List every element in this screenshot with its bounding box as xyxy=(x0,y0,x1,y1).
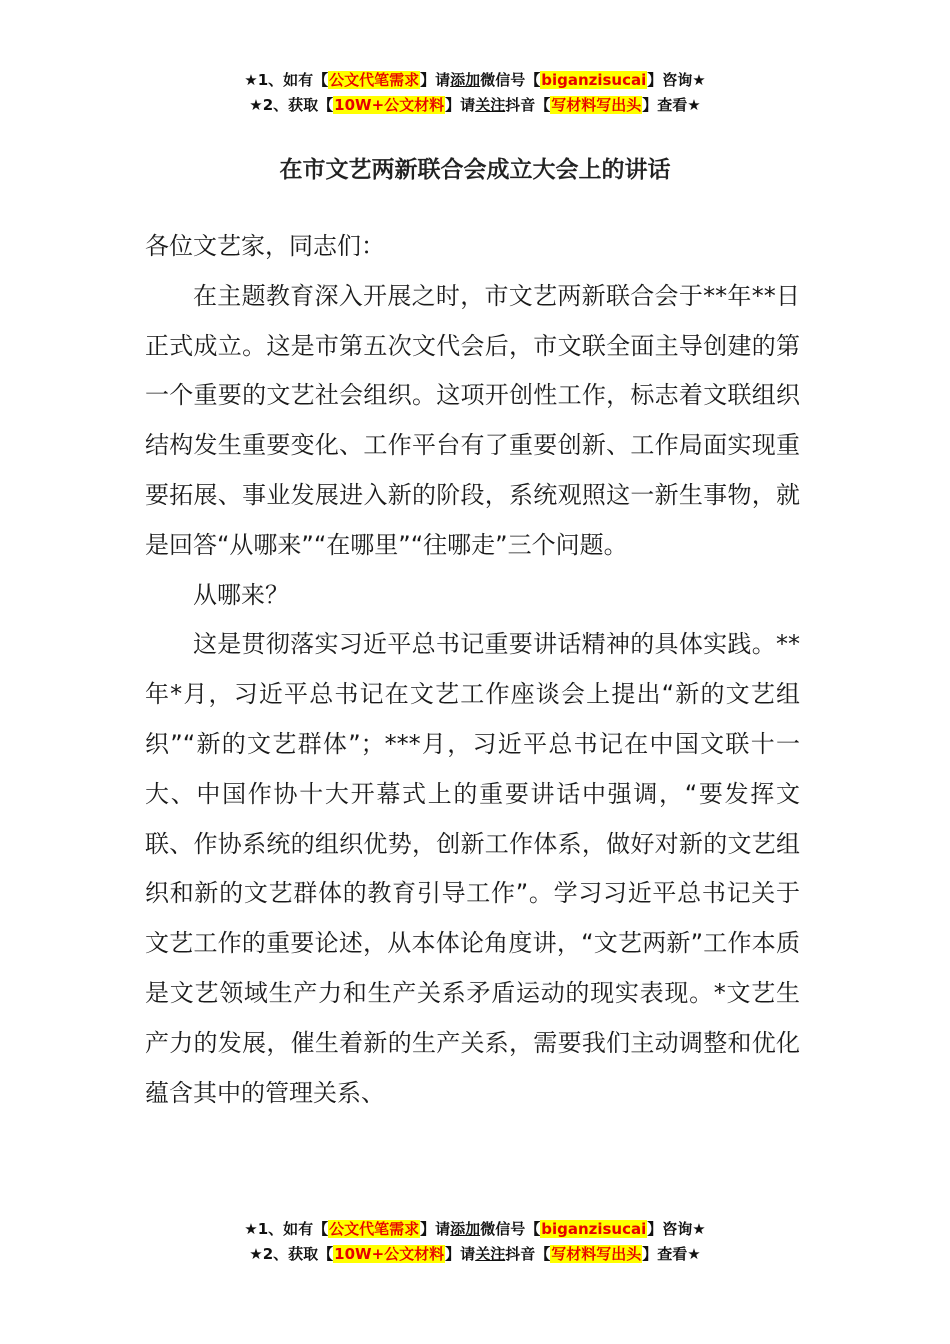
highlight-service: 公文代笔需求 xyxy=(329,1220,420,1238)
banner-text: 】咨询 xyxy=(647,71,693,89)
banner-line-1 xyxy=(0,68,950,93)
document-body xyxy=(145,222,800,1118)
salutation: 各位文艺家，同志们： xyxy=(145,232,385,260)
highlight-douyin-account: 写材料写出头 xyxy=(551,1245,642,1263)
banner-text: 】咨询 xyxy=(647,1220,693,1238)
banner-text: 】查看 xyxy=(642,96,688,114)
star-icon: ★ xyxy=(249,96,263,114)
highlight-wechat-id: biganzisucai xyxy=(541,1220,647,1238)
section-heading: 从哪来？ xyxy=(193,580,289,609)
banner-text: 】请 xyxy=(420,1220,451,1238)
star-icon: ★ xyxy=(244,71,258,89)
highlight-service: 公文代笔需求 xyxy=(329,71,420,89)
highlight-wechat-id: biganzisucai xyxy=(541,71,647,89)
highlight-materials: 10W+公文材料 xyxy=(334,1245,445,1263)
banner-text: 】请 xyxy=(420,71,451,89)
banner-text: 2、获取【 xyxy=(262,96,334,114)
star-icon: ★ xyxy=(692,1220,706,1238)
highlight-douyin-account: 写材料写出头 xyxy=(551,96,642,114)
banner-line-1 xyxy=(0,1217,950,1242)
star-icon: ★ xyxy=(687,1245,701,1263)
banner-text: 1、如有【 xyxy=(257,1220,329,1238)
banner-text: 】请 xyxy=(445,96,476,114)
banner-text: 抖音【 xyxy=(505,1245,551,1263)
banner-text: 抖音【 xyxy=(505,96,551,114)
underlined-text: 添加 xyxy=(450,1220,481,1238)
underlined-text: 添加 xyxy=(450,71,481,89)
document-title: 在市文艺两新联合会成立大会上的讲话 xyxy=(279,157,671,183)
banner-line-2 xyxy=(0,93,950,118)
underlined-text: 关注 xyxy=(475,1245,506,1263)
footer-banner xyxy=(0,1217,950,1267)
star-icon: ★ xyxy=(244,1220,258,1238)
highlight-materials: 10W+公文材料 xyxy=(334,96,445,114)
banner-text: 】查看 xyxy=(642,1245,688,1263)
underlined-text: 关注 xyxy=(475,96,506,114)
banner-text: 微信号【 xyxy=(480,71,541,89)
banner-line-2 xyxy=(0,1242,950,1267)
paragraph-1: 在主题教育深入开展之时，市文艺两新联合会于**年**日正式成立。这是市第五次文代会后，市文联全面主导创建的第一个重要的文艺社会组织。这项开创性工作，标志着文联组织结构发生重要变化、工作平台有了重要创新、工作局面实现重要拓展、事业发展进入新的阶段，系统观照这一新生事物，就是回答“从哪来”“在哪里”“往哪走”三个问题。 xyxy=(145,281,800,559)
star-icon: ★ xyxy=(249,1245,263,1263)
banner-text: 1、如有【 xyxy=(257,71,329,89)
star-icon: ★ xyxy=(687,96,701,114)
banner-text: 微信号【 xyxy=(480,1220,541,1238)
paragraph-2: 这是贯彻落实习近平总书记重要讲话精神的具体实践。**年*月，习近平总书记在文艺工作座谈会上提出“新的文艺组织”“新的文艺群体”；***月，习近平总书记在中国文联十一大、中国作协十大开幕式上的重要讲话中强调，“要发挥文联、作协系统的组织优势，创新工作体系，做好对新的文艺组织和新的文艺群体的教育引导工作”。学习习近平总书记关于文艺工作的重要论述，从本体论角度讲，“文艺两新”工作本质是文艺领域生产力和生产关系矛盾运动的现实表现。*文艺生产力的发展，催生着新的生产关系，需要我们主动调整和优化蕴含其中的管理关系、 xyxy=(145,630,800,1107)
banner-text: 2、获取【 xyxy=(262,1245,334,1263)
header-banner xyxy=(0,68,950,118)
banner-text: 】请 xyxy=(445,1245,476,1263)
star-icon: ★ xyxy=(692,71,706,89)
